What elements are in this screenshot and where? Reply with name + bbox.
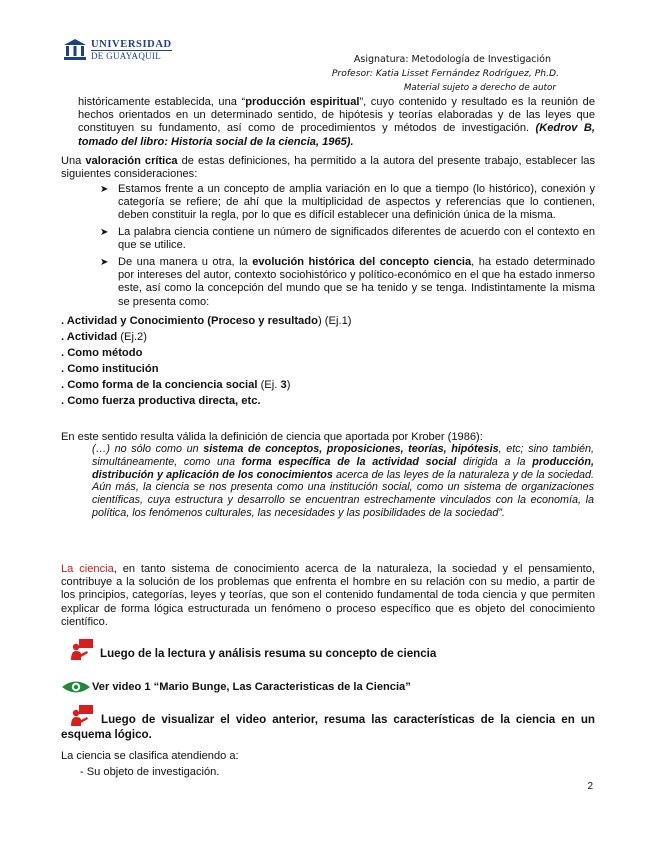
- concept-item: [61, 393, 352, 409]
- valoracion-text-2: de estas definiciones, ha permitido a la autora del presente trabajo, establecer las siguientes consideraciones:: [61, 155, 596, 181]
- quote-bold-1: sistema de conceptos, proposiciones, teorías, hipótesis: [203, 443, 499, 455]
- intro-text-1: históricamente establecida, una “: [78, 96, 246, 108]
- header-copyright: Material sujeto a derecho de autor: [403, 83, 556, 93]
- krober-quote: [92, 443, 594, 520]
- intro-paragraph: [78, 96, 595, 149]
- concept-item-bold: . Como institución: [61, 363, 159, 375]
- quote-text-3: dirigida a la: [456, 455, 533, 468]
- header-subject: Asignatura: Metodología de Investigación: [353, 54, 551, 65]
- page-number: 2: [587, 781, 593, 792]
- arrow-bullet-icon: ➤: [100, 257, 109, 268]
- concept-item-ref-end: ): [286, 379, 291, 391]
- video-link[interactable]: Ver video 1 “Mario Bunge, Las Caracteristicas de la Ciencia”: [92, 681, 411, 693]
- bullet-3-text-1: De una manera u otra, la: [118, 256, 253, 268]
- quote-bold-2: forma específica de la actividad social: [241, 455, 457, 468]
- concept-item: [61, 361, 352, 377]
- eye-icon: [61, 680, 91, 694]
- concept-item-ref: ) (Ej.1): [317, 315, 352, 327]
- concept-item-ref-number: 3: [280, 379, 287, 391]
- university-crest-icon: [62, 38, 88, 62]
- intro-reference: (Kedrov B, tomado del libro: Historia social de la ciencia, 1965).: [78, 122, 595, 148]
- task-1: Luego de la lectura y análisis resuma su concepto de ciencia: [100, 647, 437, 660]
- concept-item: [61, 345, 352, 361]
- concept-item: [61, 329, 352, 345]
- arrow-bullet-icon: ➤: [100, 184, 109, 195]
- clasifica-line2: - Su objeto de investigación.: [80, 766, 220, 778]
- concept-list: [61, 313, 352, 409]
- ciencia-definition: [61, 563, 595, 629]
- valoracion-paragraph: [61, 155, 595, 181]
- concept-item: [61, 313, 352, 329]
- ciencia-definition-text: , en tanto sistema de conocimiento acerca de la naturaleza, la sociedad y el pensamiento, contribuye a la solución de los problemas que enfrenta el hombre en su relación con su medio, a partir de los principios, categorías, leyes y teorías, que son el contenido fundamental de toda ciencia y que permiten explicar de forma lógica estructurada un fenómeno o proceso específico que es objeto del conocimiento científico.: [61, 563, 595, 628]
- quote-text-2: , etc; sino también, simultáneamente, como una: [92, 443, 595, 468]
- ciencia-highlight: La ciencia: [61, 563, 114, 575]
- bullet-3-text-2: , ha estado determinado por intereses del autor, contexto sociohistórico y político-económico en el que ha estado inmerso este, así como la concepción del mundo que se ha tenido y se tenga. Indistintamente la misma se presenta como:: [118, 256, 595, 308]
- valoracion-text-1: Una: [61, 155, 86, 167]
- valoracion-bold: valoración crítica: [85, 155, 178, 167]
- person-presenter-icon: [70, 638, 96, 662]
- concept-item-bold: . Como fuerza productiva directa, etc.: [61, 395, 261, 407]
- university-name-line1: UNIVERSIDAD: [91, 38, 172, 50]
- concept-item-bold: . Como forma de la conciencia social: [61, 379, 258, 391]
- bullet-3-bold: evolución histórica del concepto ciencia: [252, 256, 472, 268]
- quote-bold-3: producción, distribución y aplicación de los conocimientos: [92, 455, 595, 481]
- university-logo: [62, 38, 172, 62]
- bullet-2: La palabra ciencia contiene un número de significados diferentes de acuerdo con el contexto en que se utilice.: [118, 226, 595, 252]
- bullet-1: Estamos frente a un concepto de amplia variación en lo que a tiempo (lo histórico), conexión y categoría se refiere; de ahí que la multiplicidad de aspectos y referencias que lo contienen, deben constituir la regla, por lo que es difícil establecer una definición única de la misma.: [118, 183, 595, 222]
- krober-intro: En este sentido resulta válida la definición de ciencia que aportada por Krober (1986):: [61, 431, 483, 443]
- quote-text-4: acerca de las leyes de la naturaleza y de la sociedad. Aún más, la ciencia se nos presenta como una institución social, como un sistema de organizaciones científicas, cuya estructura y desarrollo se encuentran estrechamente vinculados con la economía, la política, los fenómenos culturales, las necesidades y las posibilidades de la sociedad”.: [92, 468, 594, 519]
- intro-text-2: ”, cuyo contenido y resultado es la reunión de hechos orientados en un determinado sentido, de hipótesis y teorías elaboradas y de las leyes que constituyen su fundamento, así como de procedimientos y métodos de investigación.: [78, 96, 595, 135]
- university-name-line2: DE GUAYAQUIL: [91, 50, 172, 61]
- clasifica-line1: La ciencia se clasifica atendiendo a:: [61, 750, 239, 762]
- task-2: Luego de visualizar el video anterior, resuma las características de la ciencia en un esquema lógico.: [61, 713, 595, 741]
- arrow-bullet-icon: ➤: [100, 227, 109, 238]
- concept-item-bold: . Actividad: [61, 331, 118, 343]
- bullet-3: [118, 256, 595, 309]
- header-professor: Profesor: Katia Lisset Fernández Rodríguez, Ph.D.: [331, 68, 559, 79]
- intro-bold: producción espiritual: [245, 96, 360, 108]
- concept-item-ref: (Ej.2): [117, 331, 147, 343]
- concept-item-bold: . Actividad y Conocimiento (Proceso y resultado: [61, 315, 318, 327]
- concept-item-ref: (Ej.: [257, 379, 281, 391]
- concept-item: [61, 377, 352, 393]
- quote-text-1: (…) no sólo como un: [92, 443, 204, 455]
- concept-item-bold: . Como método: [61, 347, 143, 359]
